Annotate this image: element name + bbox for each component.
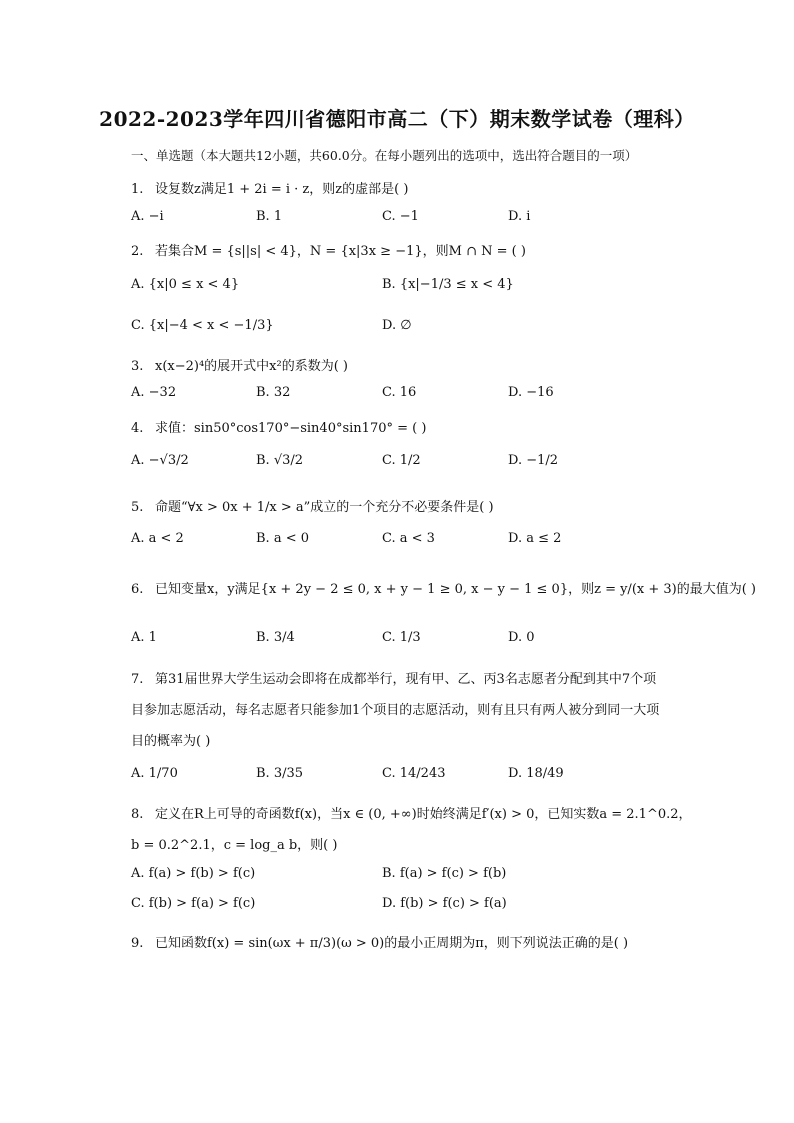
q5-option-c: C. a < 3 <box>382 531 435 546</box>
q7-option-c: C. 14/243 <box>382 766 446 781</box>
q6-option-c: C. 1/3 <box>382 630 421 645</box>
question-4: 4. 求值：sin50°cos170°−sin40°sin170° = ( ) <box>131 421 427 436</box>
q3-option-b: B. 32 <box>256 385 291 400</box>
q8-option-c: C. f(b) > f(a) > f(c) <box>131 896 256 911</box>
q6-option-d: D. 0 <box>508 630 535 645</box>
section-heading: 一、单选题（本大题共12小题，共60.0分。在每小题列出的选项中，选出符合题目的一项） <box>131 148 638 163</box>
q1-option-a: A. −i <box>131 209 164 224</box>
question-3: 3. x(x−2)⁴的展开式中x²的系数为( ) <box>131 359 349 374</box>
question-1: 1. 设复数z满足1 + 2i = i · z，则z的虚部是( ) <box>131 182 409 197</box>
question-7-stem-line-3: 目的概率为( ) <box>131 734 211 749</box>
q4-option-c: C. 1/2 <box>382 453 421 468</box>
question-3-stem: x(x−2)⁴的展开式中x²的系数为( ) <box>155 359 349 374</box>
question-8: 8. 定义在R上可导的奇函数f(x)，当x ∈ (0, +∞)时始终满足f′(x) > 0，已知实数a = 2.1^0.2， <box>131 807 692 822</box>
q5-option-d: D. a ≤ 2 <box>508 531 562 546</box>
q8-option-d: D. f(b) > f(c) > f(a) <box>382 896 507 911</box>
q1-option-b: B. 1 <box>256 209 283 224</box>
q4-option-a: A. −√3/2 <box>131 453 189 468</box>
question-9: 9. 已知函数f(x) = sin(ωx + π/3)(ω > 0)的最小正周期为π，则下列说法正确的是( ) <box>131 936 629 951</box>
q5-option-a: A. a < 2 <box>131 531 184 546</box>
page-title: 2022-2023学年四川省德阳市高二（下）期末数学试卷（理科） <box>99 107 695 131</box>
question-9-stem: 已知函数f(x) = sin(ωx + π/3)(ω > 0)的最小正周期为π，则下列说法正确的是( ) <box>155 936 629 951</box>
q7-option-d: D. 18/49 <box>508 766 564 781</box>
question-7-stem-line-2: 目参加志愿活动，每名志愿者只能参加1个项目的志愿活动，则有且只有两人被分到同一大项 <box>131 703 660 718</box>
question-7-stem-line-1: 第31届世界大学生运动会即将在成都举行，现有甲、乙、丙3名志愿者分配到其中7个项 <box>155 672 657 687</box>
q4-option-b: B. √3/2 <box>256 453 304 468</box>
q8-option-b: B. f(a) > f(c) > f(b) <box>382 866 507 881</box>
q3-option-c: C. 16 <box>382 385 417 400</box>
question-7: 7. 第31届世界大学生运动会即将在成都举行，现有甲、乙、丙3名志愿者分配到其中7个项 <box>131 672 657 687</box>
q7-option-b: B. 3/35 <box>256 766 304 781</box>
q5-option-b: B. a < 0 <box>256 531 309 546</box>
question-8-stem-line-2: b = 0.2^2.1，c = log_a b，则( ) <box>131 838 338 853</box>
q7-option-a: A. 1/70 <box>131 766 178 781</box>
q1-option-d: D. i <box>508 209 531 224</box>
question-2-stem: 若集合M = {s||s| < 4}，N = {x|3x ≥ −1}，则M ∩ N = ( ) <box>155 244 526 259</box>
question-6: 6. 已知变量x，y满足{x + 2y − 2 ≤ 0, x + y − 1 ≥ 0, x − y − 1 ≤ 0}，则z = y/(x + 3)的最大值为( ) <box>131 582 756 597</box>
q6-option-a: A. 1 <box>131 630 157 645</box>
question-5-stem: 命题“∀x > 0x + 1/x > a”成立的一个充分不必要条件是( ) <box>155 500 494 515</box>
question-5: 5. 命题“∀x > 0x + 1/x > a”成立的一个充分不必要条件是( ) <box>131 500 494 515</box>
q3-option-a: A. −32 <box>131 385 177 400</box>
q6-option-b: B. 3/4 <box>256 630 295 645</box>
question-4-stem: 求值：sin50°cos170°−sin40°sin170° = ( ) <box>155 421 427 436</box>
q2-option-d: D. ∅ <box>382 318 412 333</box>
q2-option-a: A. {x|0 ≤ x < 4} <box>131 277 240 292</box>
question-2: 2. 若集合M = {s||s| < 4}，N = {x|3x ≥ −1}，则M ∩ N = ( ) <box>131 244 526 259</box>
question-1-stem: 设复数z满足1 + 2i = i · z，则z的虚部是( ) <box>155 182 409 197</box>
q1-option-c: C. −1 <box>382 209 419 224</box>
question-8-stem-line-1: 定义在R上可导的奇函数f(x)，当x ∈ (0, +∞)时始终满足f′(x) > 0，已知实数a = 2.1^0.2， <box>155 807 692 822</box>
q2-option-b: B. {x|−1/3 ≤ x < 4} <box>382 277 514 292</box>
question-6-stem: 已知变量x，y满足{x + 2y − 2 ≤ 0, x + y − 1 ≥ 0, x − y − 1 ≤ 0}，则z = y/(x + 3)的最大值为( ) <box>155 582 756 597</box>
q4-option-d: D. −1/2 <box>508 453 559 468</box>
q3-option-d: D. −16 <box>508 385 554 400</box>
q8-option-a: A. f(a) > f(b) > f(c) <box>131 866 256 881</box>
q2-option-c: C. {x|−4 < x < −1/3} <box>131 318 274 333</box>
